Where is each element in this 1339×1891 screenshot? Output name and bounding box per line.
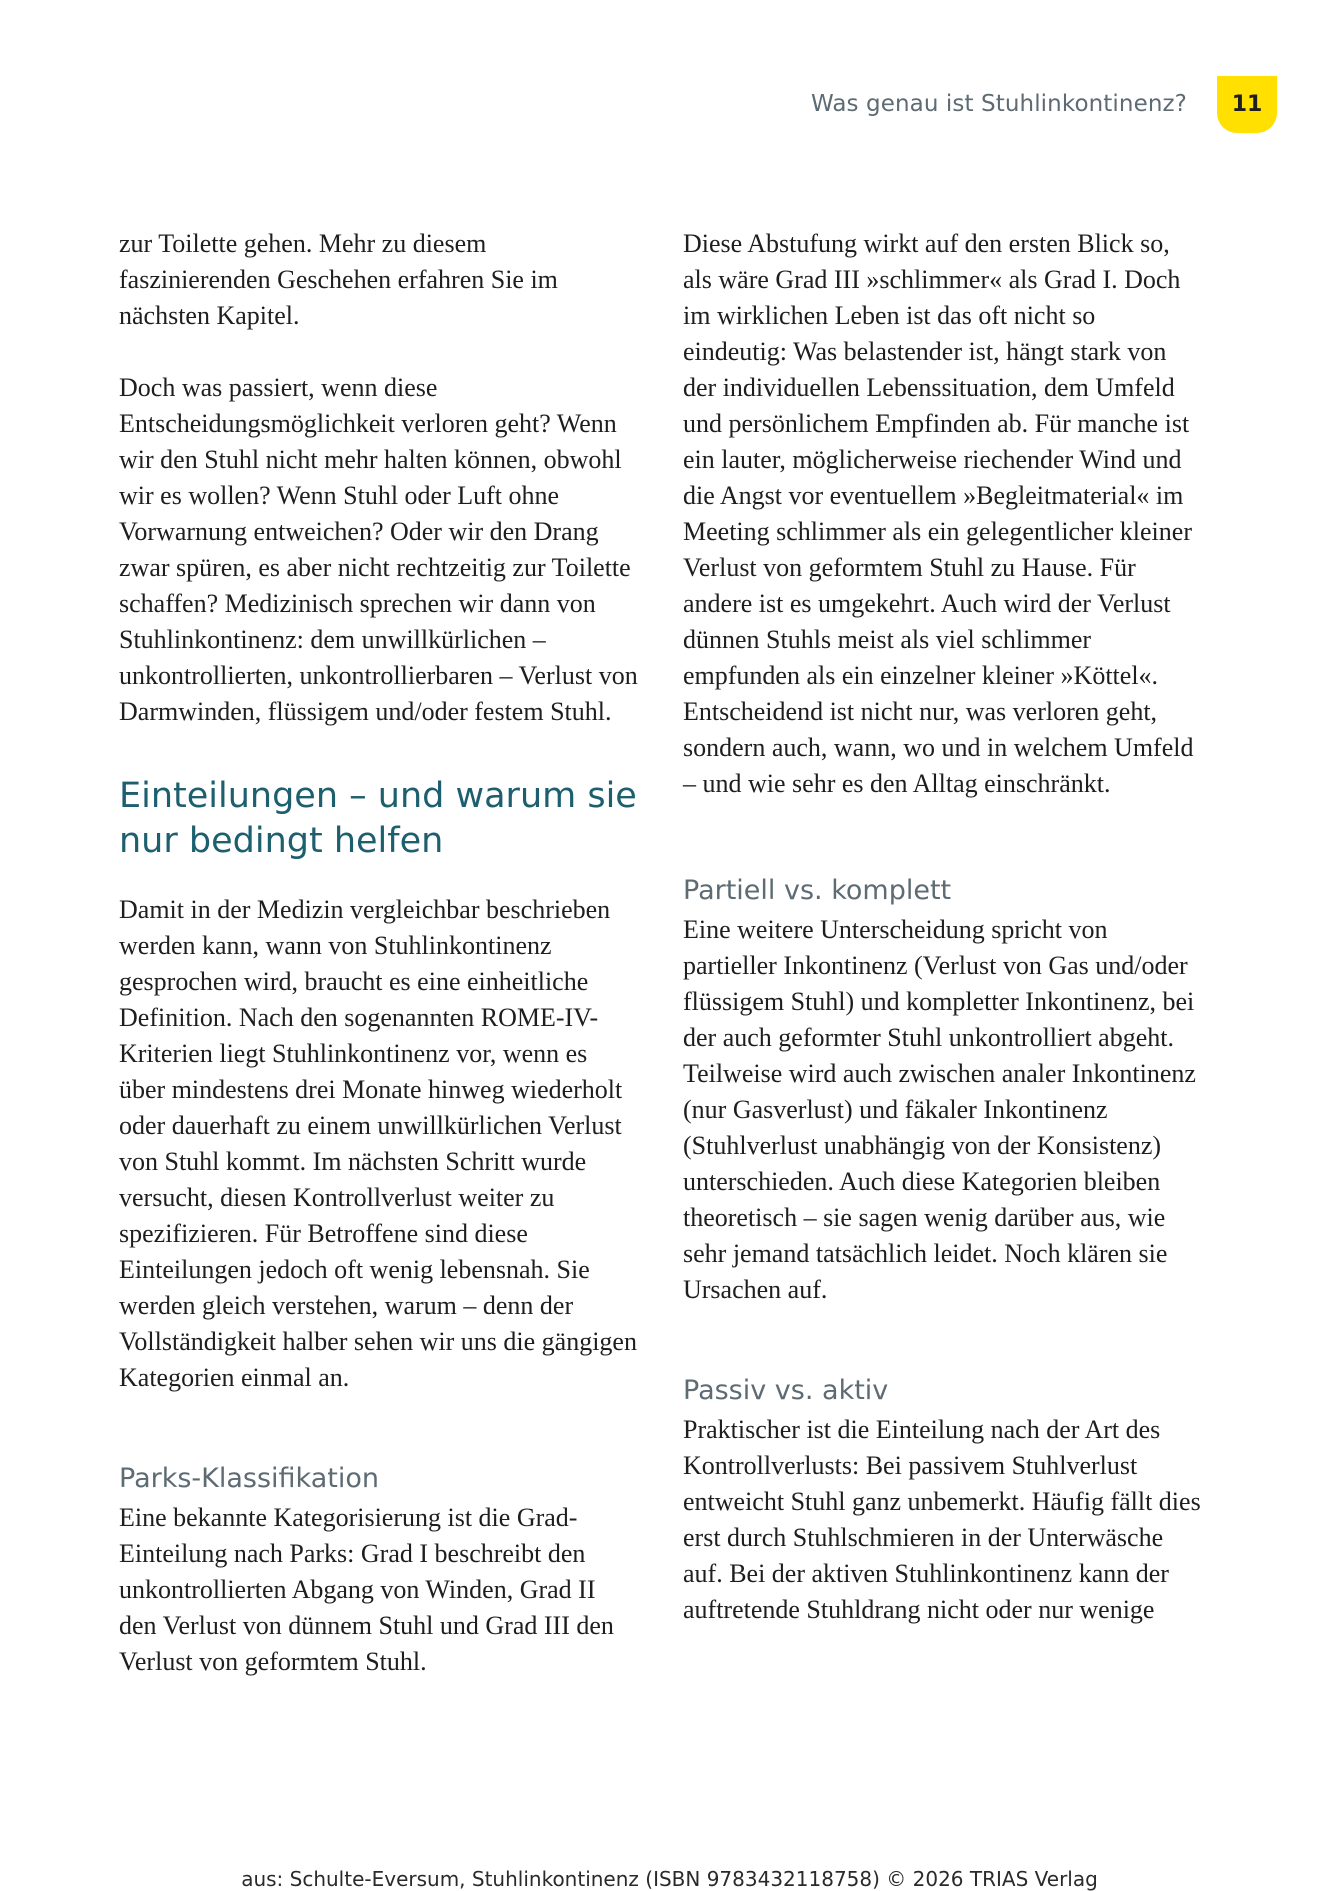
- body-paragraph: zur Toilette gehen. Mehr zu diesem faszinierenden Geschehen erfahren Sie im nächsten Kapitel.: [119, 229, 558, 330]
- running-head-title: Was genau ist Stuhlinkontinenz?: [810, 91, 1187, 117]
- body-paragraph: Damit in der Medizin vergleichbar beschrieben werden kann, wann von Stuhlinkontinenz gesprochen wird, braucht es eine einheitliche Definition. Nach den sogenannten ROME-IV-Kriterien liegt Stuhlinkontinenz vor, wenn es über mindestens drei Monate hinweg wiederholt oder dauerhaft zu einem unwillkürlichen Verlust von Stuhl kommt. Im nächsten Schritt wurde versucht, diesen Kontrollverlust weiter zu spezifizieren. Für Betroffene sind diese Einteilungen jedoch oft wenig lebensnah. Sie werden gleich verstehen, warum – denn der Vollständigkeit halber sehen wir uns die gängigen Kategorien einmal an.: [119, 895, 637, 1392]
- body-paragraph: Eine bekannte Kategorisierung ist die Grad-Einteilung nach Parks: Grad I beschreibt den unkontrollierten Abgang von Winden, Grad II den Verlust von dünnem Stuhl und Grad III den Verlust von geformtem Stuhl.: [119, 1503, 614, 1676]
- source-footer: aus: Schulte-Eversum, Stuhlinkontinenz (ISBN 9783432118758) © 2026 TRIAS Verlag: [241, 1867, 1098, 1891]
- body-paragraph: Diese Abstufung wirkt auf den ersten Blick so, als wäre Grad III »schlimmer« als Grad I. Doch im wirklichen Leben ist das oft nicht so eindeutig: Was belastender ist, hängt stark von der individuellen Lebenssituation, dem Umfeld und persönlichem Empfinden ab. Für manche ist ein lauter, möglicherweise riechender Wind und die Angst vor eventuellem »Begleitmaterial« im Meeting schlimmer als ein gelegentlicher kleiner Verlust von geformtem Stuhl zu Hause. Für andere ist es umgekehrt. Auch wird der Verlust dünnen Stuhls meist als viel schlimmer empfunden als ein einzelner kleiner »Köttel«. Entscheidend ist nicht nur, was verloren geht, sondern auch, wann, wo und in welchem Umfeld – und wie sehr es den Alltag einschränkt.: [683, 229, 1194, 798]
- body-paragraph: Doch was passiert, wenn diese Entscheidungsmöglichkeit verloren geht? Wenn wir den Stuhl nicht mehr halten können, obwohl wir es wollen? Wenn Stuhl oder Luft ohne Vorwarnung entweichen? Oder wir den Drang zwar spüren, es aber nicht rechtzeitig zur Toilette schaffen? Medizinisch sprechen wir dann von Stuhlinkontinenz: dem unwillkürlichen – unkontrollierten, unkontrollierbaren – Verlust von Darmwinden, flüssigem und/oder festem Stuhl.: [119, 373, 638, 726]
- right-column: [683, 226, 1203, 1628]
- body-paragraph: Praktischer ist die Einteilung nach der Art des Kontrollverlusts: Bei passivem Stuhlverlust entweicht Stuhl ganz unbemerkt. Häufig fällt dies erst durch Stuhlschmieren in der Unterwäsche auf. Bei der aktiven Stuhlinkontinenz kann der auftretende Stuhldrang nicht oder nur wenige: [683, 1415, 1201, 1624]
- subsection-heading-passiv: Passiv vs. aktiv: [683, 1375, 889, 1406]
- body-paragraph: Eine weitere Unterscheidung spricht von partieller Inkontinenz (Verlust von Gas und/oder flüssigem Stuhl) und kompletter Inkontinenz, bei der auch geformter Stuhl unkontrolliert abgeht. Teilweise wird auch zwischen analer Inkontinenz (nur Gasverlust) und fäkaler Inkontinenz (Stuhlverlust unabhängig von der Konsistenz) unterschieden. Auch diese Kategorien bleiben theoretisch – sie sagen wenig darüber aus, wie sehr jemand tatsächlich leidet. Noch klären sie Ursachen auf.: [683, 915, 1196, 1304]
- subsection-heading-parks: Parks-Klassifikation: [119, 1463, 379, 1494]
- left-column: [119, 226, 639, 1680]
- page-number-badge: 11: [1217, 76, 1277, 133]
- section-heading: Einteilungen – und warum sie nur bedingt helfen: [119, 776, 637, 861]
- subsection-heading-partiell: Partiell vs. komplett: [683, 875, 952, 906]
